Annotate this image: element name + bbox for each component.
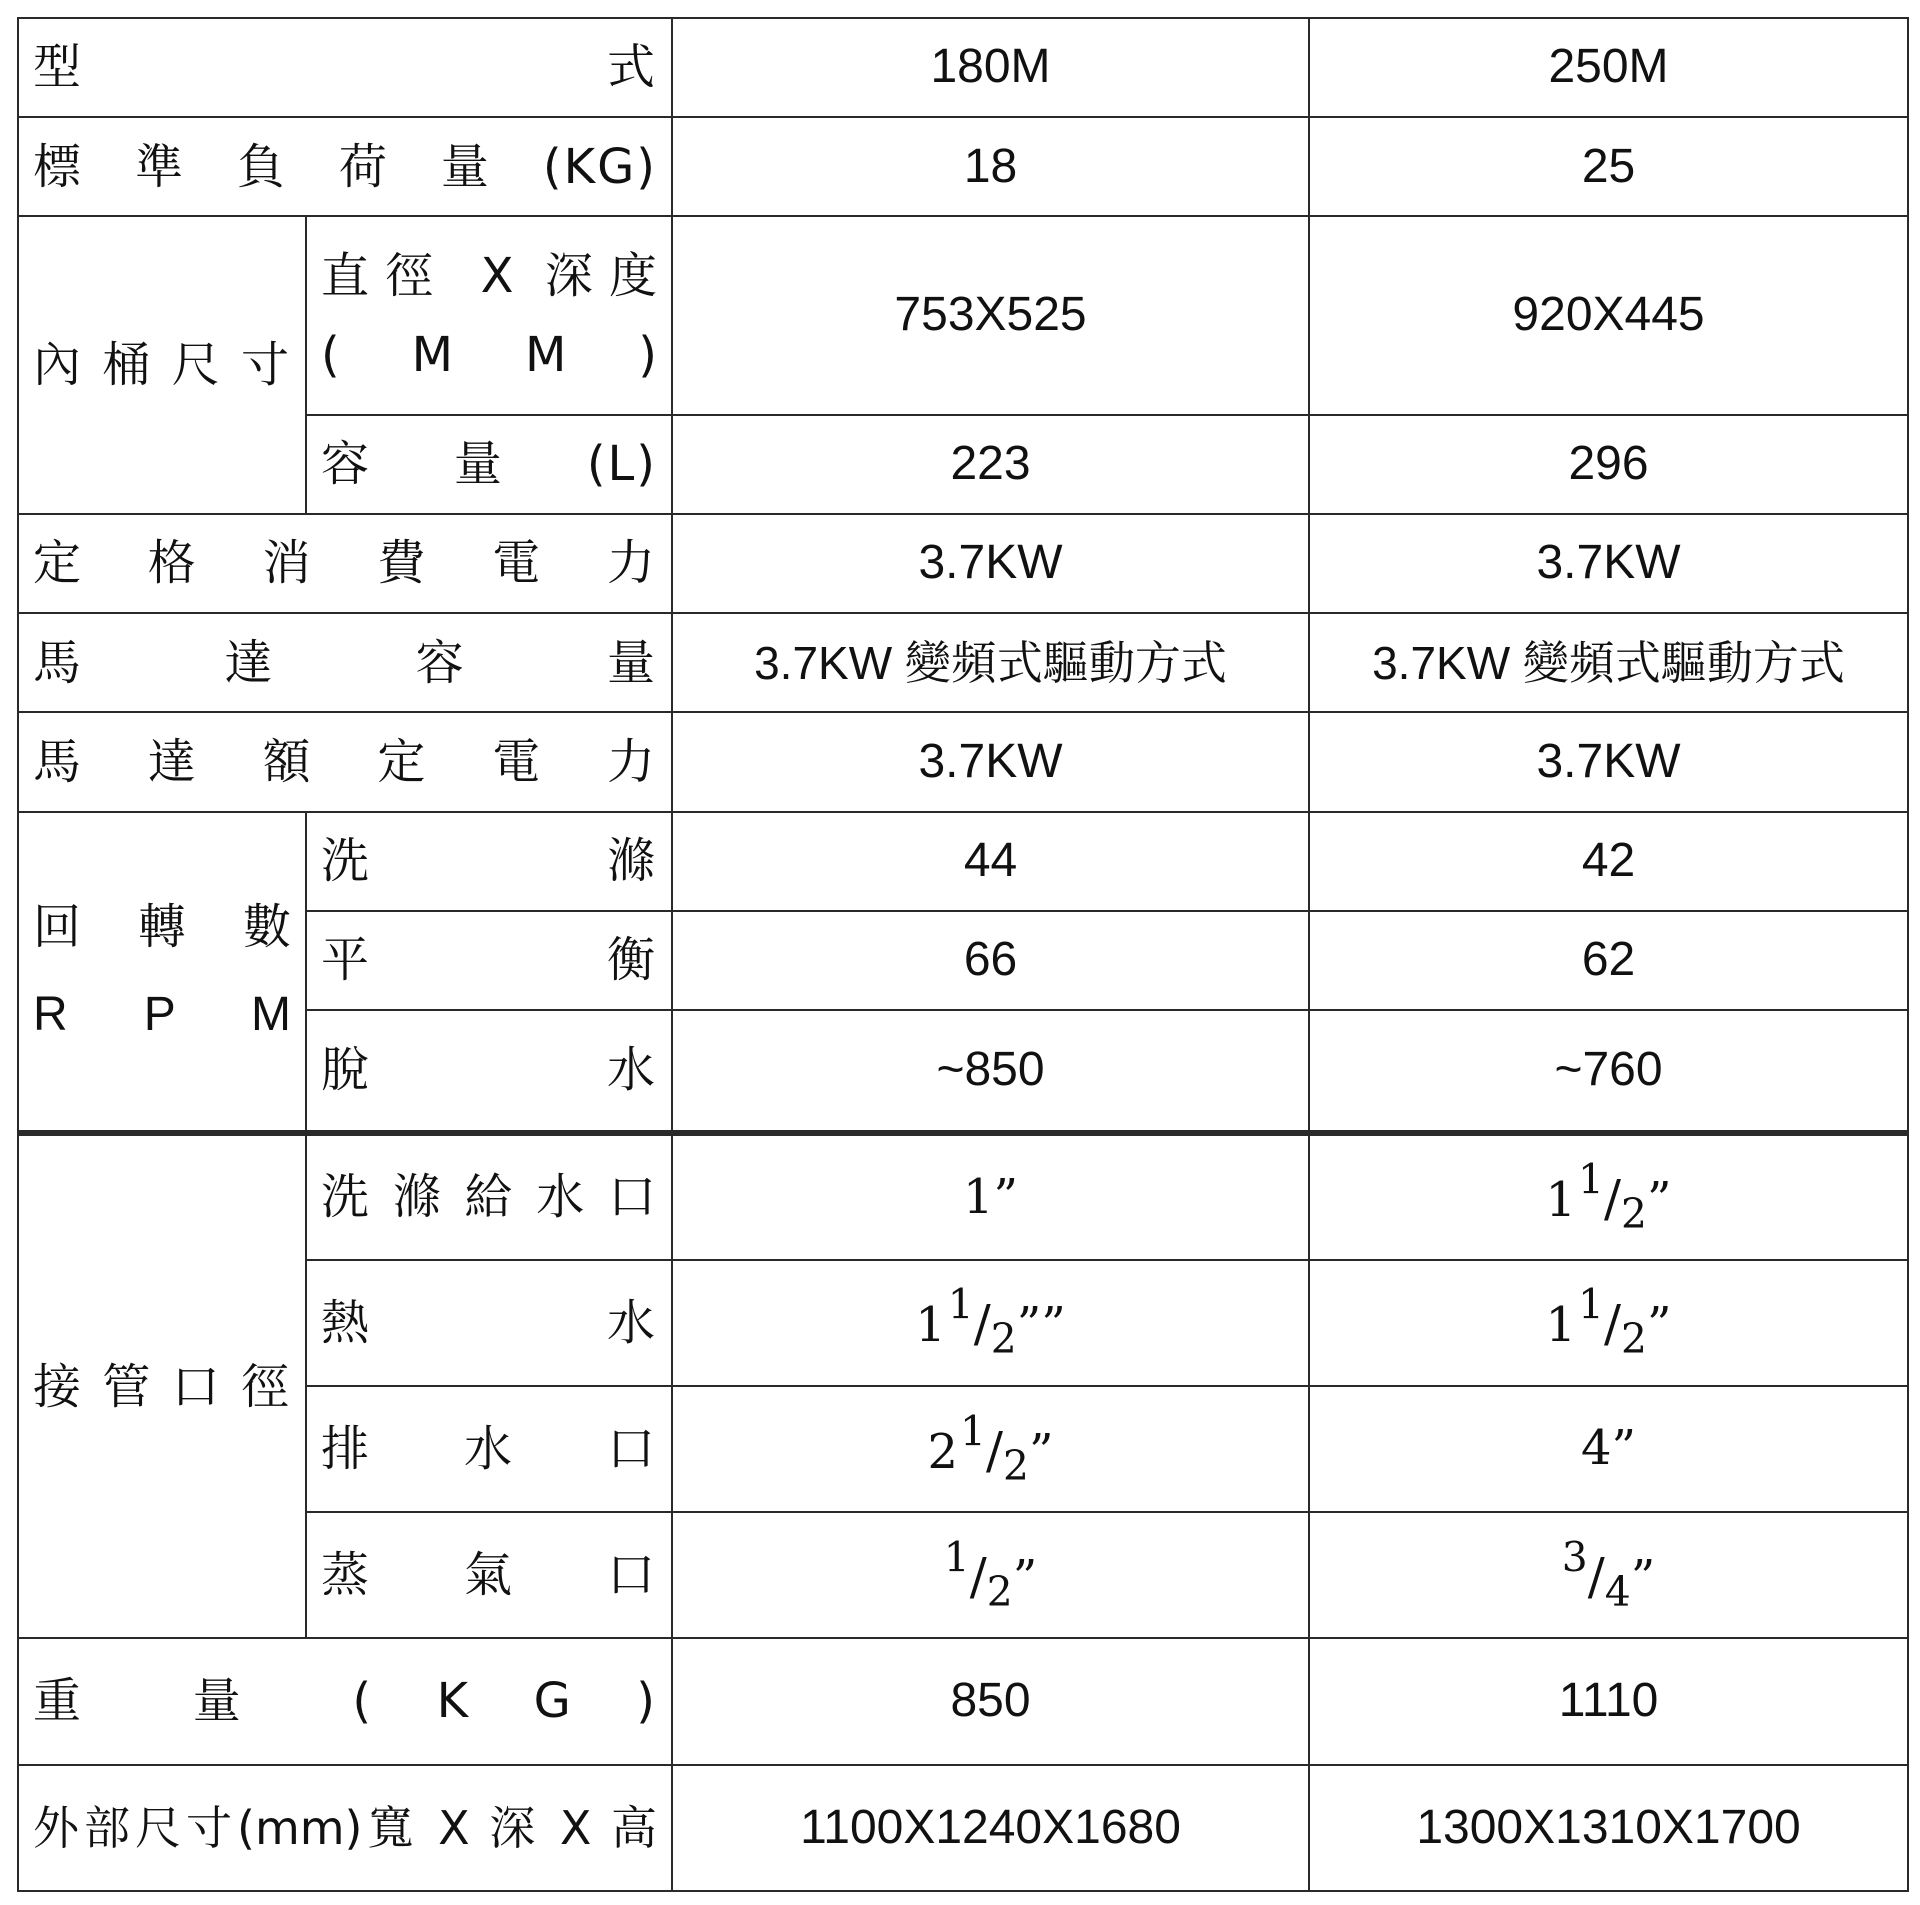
fraction-den: 2	[1621, 1190, 1647, 1239]
fraction-den: 4	[1604, 1568, 1631, 1617]
fraction-slash: /	[973, 1294, 991, 1354]
drum-capacity-180m: 223	[672, 415, 1309, 514]
fraction-value	[927, 1407, 1054, 1490]
fraction-den: 2	[990, 1315, 1017, 1364]
rpm-group-label-line2: R P M	[33, 988, 291, 1042]
fraction-mark: ”	[1012, 1549, 1038, 1606]
pipe-steam-label: 蒸 氣 口	[306, 1512, 672, 1638]
fraction-num: 1	[960, 1407, 987, 1456]
fraction-value	[1561, 1533, 1656, 1617]
fraction-num: 1	[1578, 1280, 1605, 1329]
rpm-balance-label: 平 衡	[306, 911, 672, 1010]
rpm-wash-250m: 42	[1309, 812, 1908, 911]
fraction-whole: 1	[1545, 1172, 1577, 1229]
fraction-num: 1	[943, 1533, 970, 1582]
rpm-group-label-line1: 回 轉 數	[33, 899, 291, 956]
motor-rated-power-250m: 3.7KW	[1309, 712, 1908, 811]
fraction-whole: 2	[927, 1423, 959, 1480]
pipe-steam-180m	[672, 1512, 1309, 1638]
rpm-balance-250m: 62	[1309, 911, 1908, 1010]
rpm-spin-250m: ~760	[1309, 1010, 1908, 1133]
table-row	[18, 613, 1908, 712]
fraction-whole: 1	[1545, 1297, 1577, 1354]
fraction-mark: ”	[1630, 1549, 1656, 1606]
pipe-wash-inlet-250m	[1309, 1133, 1908, 1259]
pipe-hot-water-label: 熱 水	[306, 1260, 672, 1386]
pipe-drain-label: 排 水 口	[306, 1386, 672, 1512]
model-250m: 250M	[1309, 18, 1908, 117]
motor-capacity-250m: 3.7KW 變頻式驅動方式	[1309, 613, 1908, 712]
fraction-num: 3	[1561, 1533, 1588, 1582]
table-row	[18, 514, 1908, 613]
table-row	[18, 216, 1908, 414]
fraction-slash: /	[986, 1420, 1003, 1480]
outer-dimension-label: 外部尺寸(mm)寬 X 深 X 高	[18, 1765, 672, 1891]
rpm-balance-180m: 66	[672, 911, 1309, 1010]
pipe-drain-250m: 4”	[1309, 1386, 1908, 1512]
rated-power-180m: 3.7KW	[672, 514, 1309, 613]
standard-load-250m: 25	[1309, 117, 1908, 216]
drum-dimension-label-line2: ( M M )	[321, 326, 658, 383]
pipe-steam-250m	[1309, 1512, 1908, 1638]
fraction-den: 2	[986, 1568, 1013, 1617]
rated-power-label: 定格消費電力	[18, 514, 672, 613]
table-row	[18, 1133, 1908, 1259]
fraction-value	[915, 1280, 1066, 1364]
pipe-wash-inlet-label: 洗滌給水口	[306, 1133, 672, 1259]
weight-label: 重 量 ( K G )	[18, 1638, 672, 1764]
fraction-value	[1545, 1280, 1672, 1364]
standard-load-label: 標準負荷量(KG)	[18, 117, 672, 216]
fraction-slash: /	[1604, 1294, 1621, 1354]
fraction-mark: ”	[1028, 1423, 1054, 1480]
model-180m: 180M	[672, 18, 1309, 117]
outer-dimension-250m: 1300X1310X1700	[1309, 1765, 1908, 1891]
rated-power-250m: 3.7KW	[1309, 514, 1908, 613]
table-row	[18, 117, 1908, 216]
table-row	[18, 712, 1908, 811]
fraction-whole: 1	[915, 1297, 946, 1354]
drum-capacity-label: 容量(L)	[306, 415, 672, 514]
rpm-wash-label: 洗 滌	[306, 812, 672, 911]
table-row	[18, 1765, 1908, 1891]
drum-dimension-label-line1: 直徑 X 深度	[321, 248, 658, 305]
fraction-mark: ”	[1646, 1172, 1672, 1229]
pipe-drain-180m	[672, 1386, 1309, 1512]
fraction-value	[943, 1533, 1038, 1617]
pipe-hot-water-180m	[672, 1260, 1309, 1386]
pipe-wash-inlet-180m: 1”	[672, 1133, 1309, 1259]
drum-size-group-label: 內桶尺寸	[18, 216, 306, 514]
fraction-value	[1545, 1155, 1672, 1239]
fraction-num: 1	[1578, 1155, 1605, 1204]
motor-rated-power-180m: 3.7KW	[672, 712, 1309, 811]
rpm-spin-label: 脫 水	[306, 1010, 672, 1133]
weight-250m: 1110	[1309, 1638, 1908, 1764]
motor-rated-power-label: 馬達額定電力	[18, 712, 672, 811]
table-row	[18, 812, 1908, 911]
drum-dimension-label	[306, 216, 672, 414]
model-label: 型 式	[18, 18, 672, 117]
table-row	[18, 1638, 1908, 1764]
fraction-mark: ””	[1016, 1297, 1066, 1354]
pipe-size-group-label: 接管口徑	[18, 1133, 306, 1638]
rpm-spin-180m: ~850	[672, 1010, 1309, 1133]
drum-capacity-250m: 296	[1309, 415, 1908, 514]
standard-load-180m: 18	[672, 117, 1309, 216]
fraction-mark: ”	[1646, 1297, 1672, 1354]
drum-dimension-180m: 753X525	[672, 216, 1309, 414]
fraction-slash: /	[1587, 1546, 1605, 1606]
motor-capacity-label: 馬 達 容 量	[18, 613, 672, 712]
spec-table	[17, 17, 1909, 1892]
fraction-num: 1	[947, 1280, 974, 1329]
motor-capacity-180m: 3.7KW 變頻式驅動方式	[672, 613, 1309, 712]
fraction-slash: /	[1604, 1169, 1621, 1229]
outer-dimension-180m: 1100X1240X1680	[672, 1765, 1309, 1891]
pipe-hot-water-250m	[1309, 1260, 1908, 1386]
rpm-group-label	[18, 812, 306, 1134]
rpm-wash-180m: 44	[672, 812, 1309, 911]
fraction-slash: /	[969, 1546, 987, 1606]
fraction-den: 2	[1003, 1441, 1029, 1490]
weight-180m: 850	[672, 1638, 1309, 1764]
drum-dimension-250m: 920X445	[1309, 216, 1908, 414]
fraction-den: 2	[1621, 1315, 1647, 1364]
header-row	[18, 18, 1908, 117]
